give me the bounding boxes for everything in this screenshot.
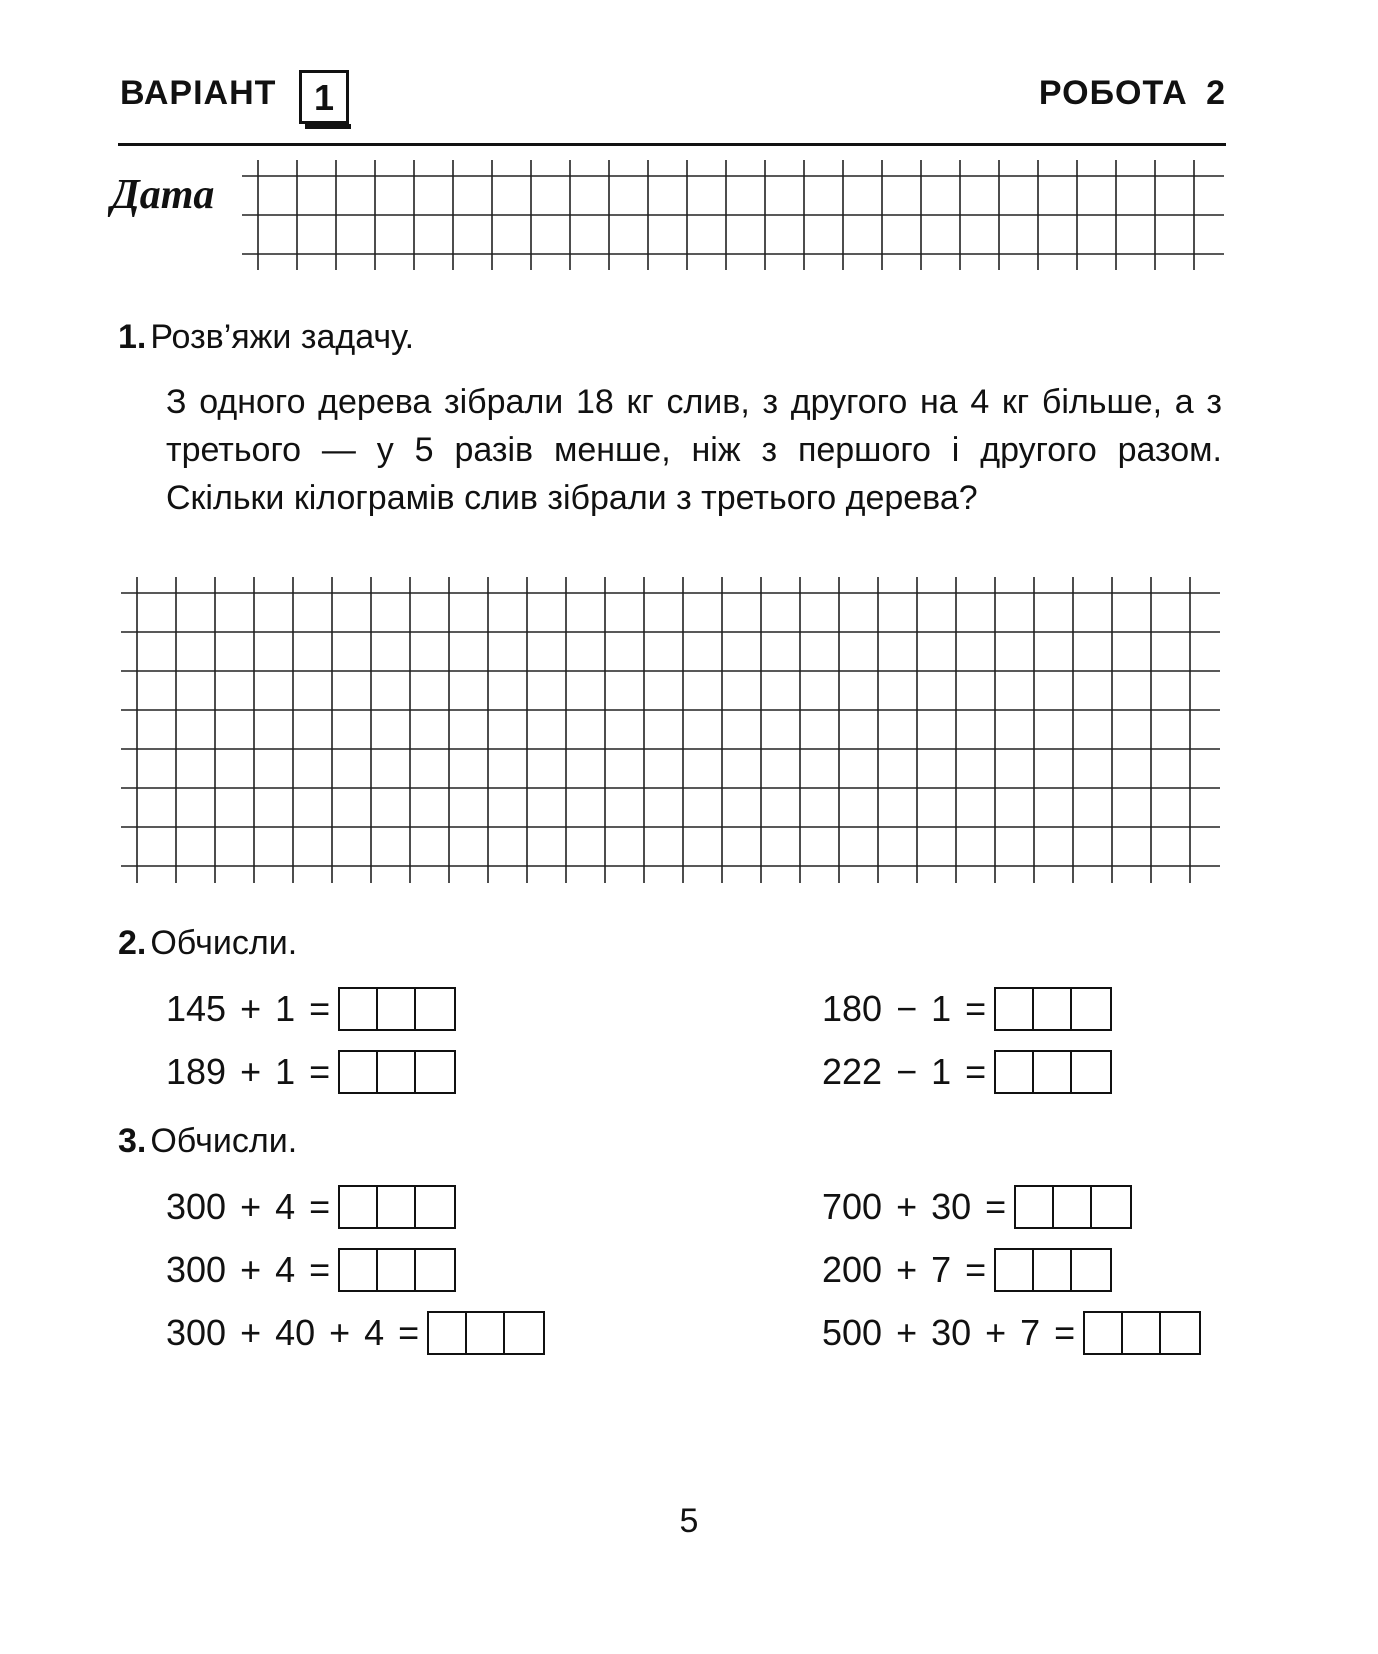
variant-number: 1: [299, 70, 349, 124]
answer-cell[interactable]: [996, 1052, 1034, 1092]
answer-cell[interactable]: [1072, 1250, 1110, 1290]
work-label: РОБОТА 2: [1038, 74, 1226, 112]
equation-text: 300 + 4 =: [166, 1249, 331, 1290]
answer-cell[interactable]: [1072, 1052, 1110, 1092]
answer-cell[interactable]: [996, 989, 1034, 1029]
answer-cell[interactable]: [378, 1052, 416, 1092]
equation-text: 145 + 1 =: [166, 988, 331, 1029]
date-label: Дата: [111, 172, 215, 218]
answer-cells[interactable]: [994, 1248, 1112, 1292]
answer-cell[interactable]: [1092, 1187, 1130, 1227]
answer-cell[interactable]: [1054, 1187, 1092, 1227]
answer-cell[interactable]: [416, 989, 454, 1029]
task3-title: Обчисли.: [150, 1122, 298, 1160]
answer-cell[interactable]: [996, 1250, 1034, 1290]
equation-text: 300 + 4 =: [166, 1186, 331, 1227]
task3-equation-5: [822, 1249, 1112, 1291]
equation-text: 189 + 1 =: [166, 1051, 331, 1092]
task2-number: 2.: [118, 924, 147, 962]
answer-cell[interactable]: [416, 1052, 454, 1092]
task3-equation-2: [166, 1249, 456, 1291]
task3-equation-3: [166, 1312, 545, 1354]
equation-text: 200 + 7 =: [822, 1249, 987, 1290]
answer-cells[interactable]: [427, 1311, 545, 1355]
equation-text: 500 + 30 + 7 =: [822, 1312, 1076, 1353]
task1-number: 1.: [118, 318, 147, 356]
answer-cell[interactable]: [416, 1250, 454, 1290]
task2-equation-1: [166, 988, 456, 1030]
answer-cell[interactable]: [1085, 1313, 1123, 1353]
equation-text: 300 + 40 + 4 =: [166, 1312, 420, 1353]
answer-cells[interactable]: [994, 1050, 1112, 1094]
task1-heading: [118, 318, 414, 357]
answer-cell[interactable]: [340, 1250, 378, 1290]
answer-cell[interactable]: [1034, 1052, 1072, 1092]
task1-problem-text: З одного дерева зібрали 18 кг слив, з другого на 4 кг більше, а з третього — у 5 разів менше, ніж з першого і другого разом. Скільки кілограмів слив зібрали з третього дерева?: [166, 383, 1222, 517]
answer-cell[interactable]: [1072, 989, 1110, 1029]
equation-text: 700 + 30 =: [822, 1186, 1007, 1227]
equation-text: 222 − 1 =: [822, 1051, 987, 1092]
date-grid[interactable]: [242, 160, 1224, 270]
equation-text: 180 − 1 =: [822, 988, 987, 1029]
task3-heading: [118, 1122, 297, 1161]
task2-heading: [118, 924, 297, 963]
answer-cell[interactable]: [505, 1313, 543, 1353]
answer-cell[interactable]: [1123, 1313, 1161, 1353]
answer-cell[interactable]: [340, 1187, 378, 1227]
task2-equation-4: [822, 1051, 1112, 1093]
page-number: 5: [679, 1502, 699, 1540]
task1-title: Розв’яжи задачу.: [150, 318, 415, 356]
answer-cell[interactable]: [378, 1250, 416, 1290]
variant-label: ВАРІАНТ: [120, 74, 277, 112]
answer-cell[interactable]: [340, 989, 378, 1029]
answer-cell[interactable]: [1016, 1187, 1054, 1227]
task3-equation-4: [822, 1186, 1132, 1228]
answer-cell[interactable]: [429, 1313, 467, 1353]
task3-equation-6: [822, 1312, 1201, 1354]
answer-cell[interactable]: [416, 1187, 454, 1227]
answer-cell[interactable]: [467, 1313, 505, 1353]
answer-cell[interactable]: [1034, 989, 1072, 1029]
task3-number: 3.: [118, 1122, 147, 1160]
task2-equation-3: [822, 988, 1112, 1030]
answer-grid[interactable]: [121, 577, 1220, 883]
answer-cell[interactable]: [1161, 1313, 1199, 1353]
answer-cells[interactable]: [338, 1050, 456, 1094]
task2-title: Обчисли.: [150, 924, 298, 962]
answer-cells[interactable]: [994, 987, 1112, 1031]
answer-cell[interactable]: [378, 989, 416, 1029]
answer-cells[interactable]: [1083, 1311, 1201, 1355]
answer-cell[interactable]: [340, 1052, 378, 1092]
answer-cells[interactable]: [1014, 1185, 1132, 1229]
answer-cells[interactable]: [338, 1185, 456, 1229]
answer-cell[interactable]: [378, 1187, 416, 1227]
answer-cells[interactable]: [338, 987, 456, 1031]
task3-equation-1: [166, 1186, 456, 1228]
answer-cells[interactable]: [338, 1248, 456, 1292]
answer-cell[interactable]: [1034, 1250, 1072, 1290]
task2-equation-2: [166, 1051, 456, 1093]
